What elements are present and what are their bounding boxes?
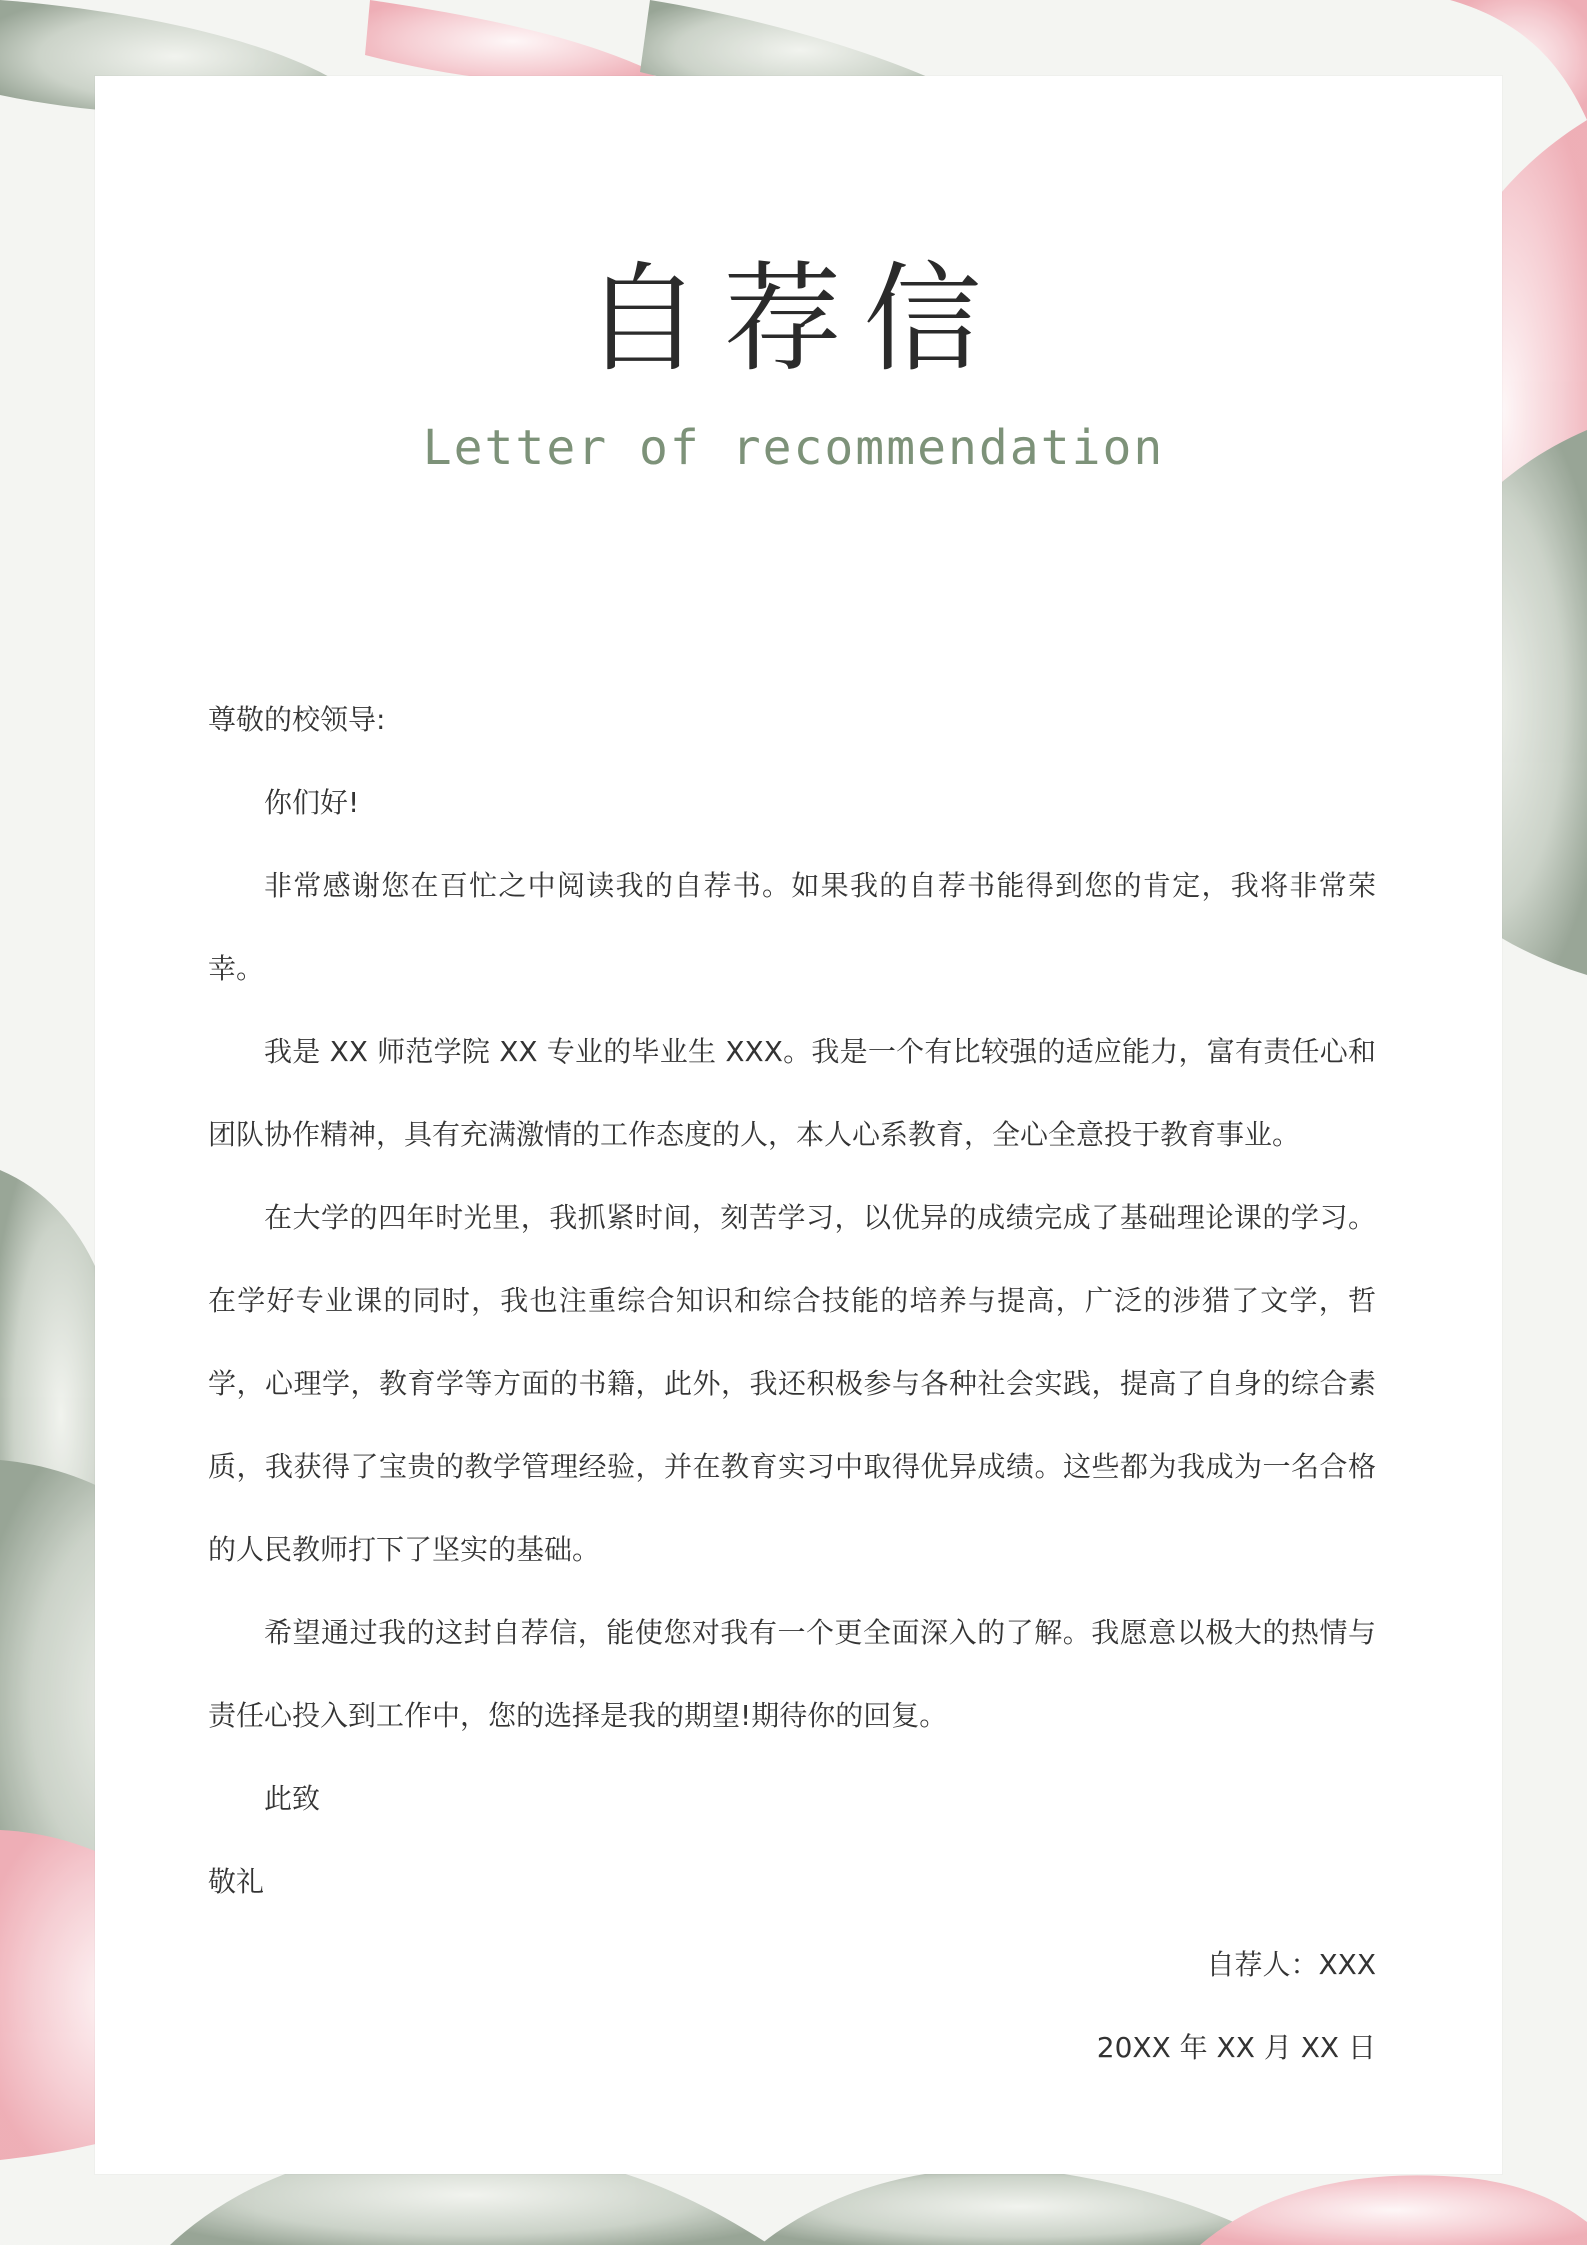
- paragraph-1: 你们好!: [264, 786, 360, 819]
- closing-line-1: 此致: [264, 1782, 321, 1815]
- letter-body: [208, 678, 1376, 2089]
- page-title: 自荐信: [583, 250, 1004, 388]
- greeting-line: 尊敬的校领导:: [208, 703, 386, 736]
- signature-line: 自荐人：XXX: [1206, 1948, 1376, 1981]
- leaf-shape: [760, 2168, 1280, 2245]
- petal-shape: [1200, 2175, 1587, 2245]
- paragraph-2: 非常感谢您在百忙之中阅读我的自荐书。如果我的自荐书能得到您的肯定，我将非常荣幸。: [208, 869, 1376, 985]
- petal-shape: [365, 0, 660, 82]
- paragraph-5: 希望通过我的这封自荐信，能使您对我有一个更全面深入的了解。我愿意以极大的热情与责任心投入到工作中，您的选择是我的期望!期待你的回复。: [208, 1616, 1376, 1732]
- page-subtitle: Letter of recommendation: [422, 420, 1165, 476]
- closing-line-2: 敬礼: [208, 1865, 265, 1898]
- paragraph-4: 在大学的四年时光里，我抓紧时间，刻苦学习，以优异的成绩完成了基础理论课的学习。在学好专业课的同时，我也注重综合知识和综合技能的培养与提高，广泛的涉猎了文学，哲学，心理学，教育学等方面的书籍，此外，我还积极参与各种社会实践，提高了自身的综合素质，我获得了宝贵的教学管理经验，并在教育实习中取得优异成绩。这些都为我成为一名合格的人民教师打下了坚实的基础。: [208, 1201, 1376, 1566]
- paragraph-3: 我是 XX 师范学院 XX 专业的毕业生 XXX。我是一个有比较强的适应能力，富有责任心和团队协作精神，具有充满激情的工作态度的人，本人心系教育，全心全意投于教育事业。: [208, 1035, 1376, 1151]
- date-line: 20XX 年 XX 月 XX 日: [1096, 2031, 1376, 2064]
